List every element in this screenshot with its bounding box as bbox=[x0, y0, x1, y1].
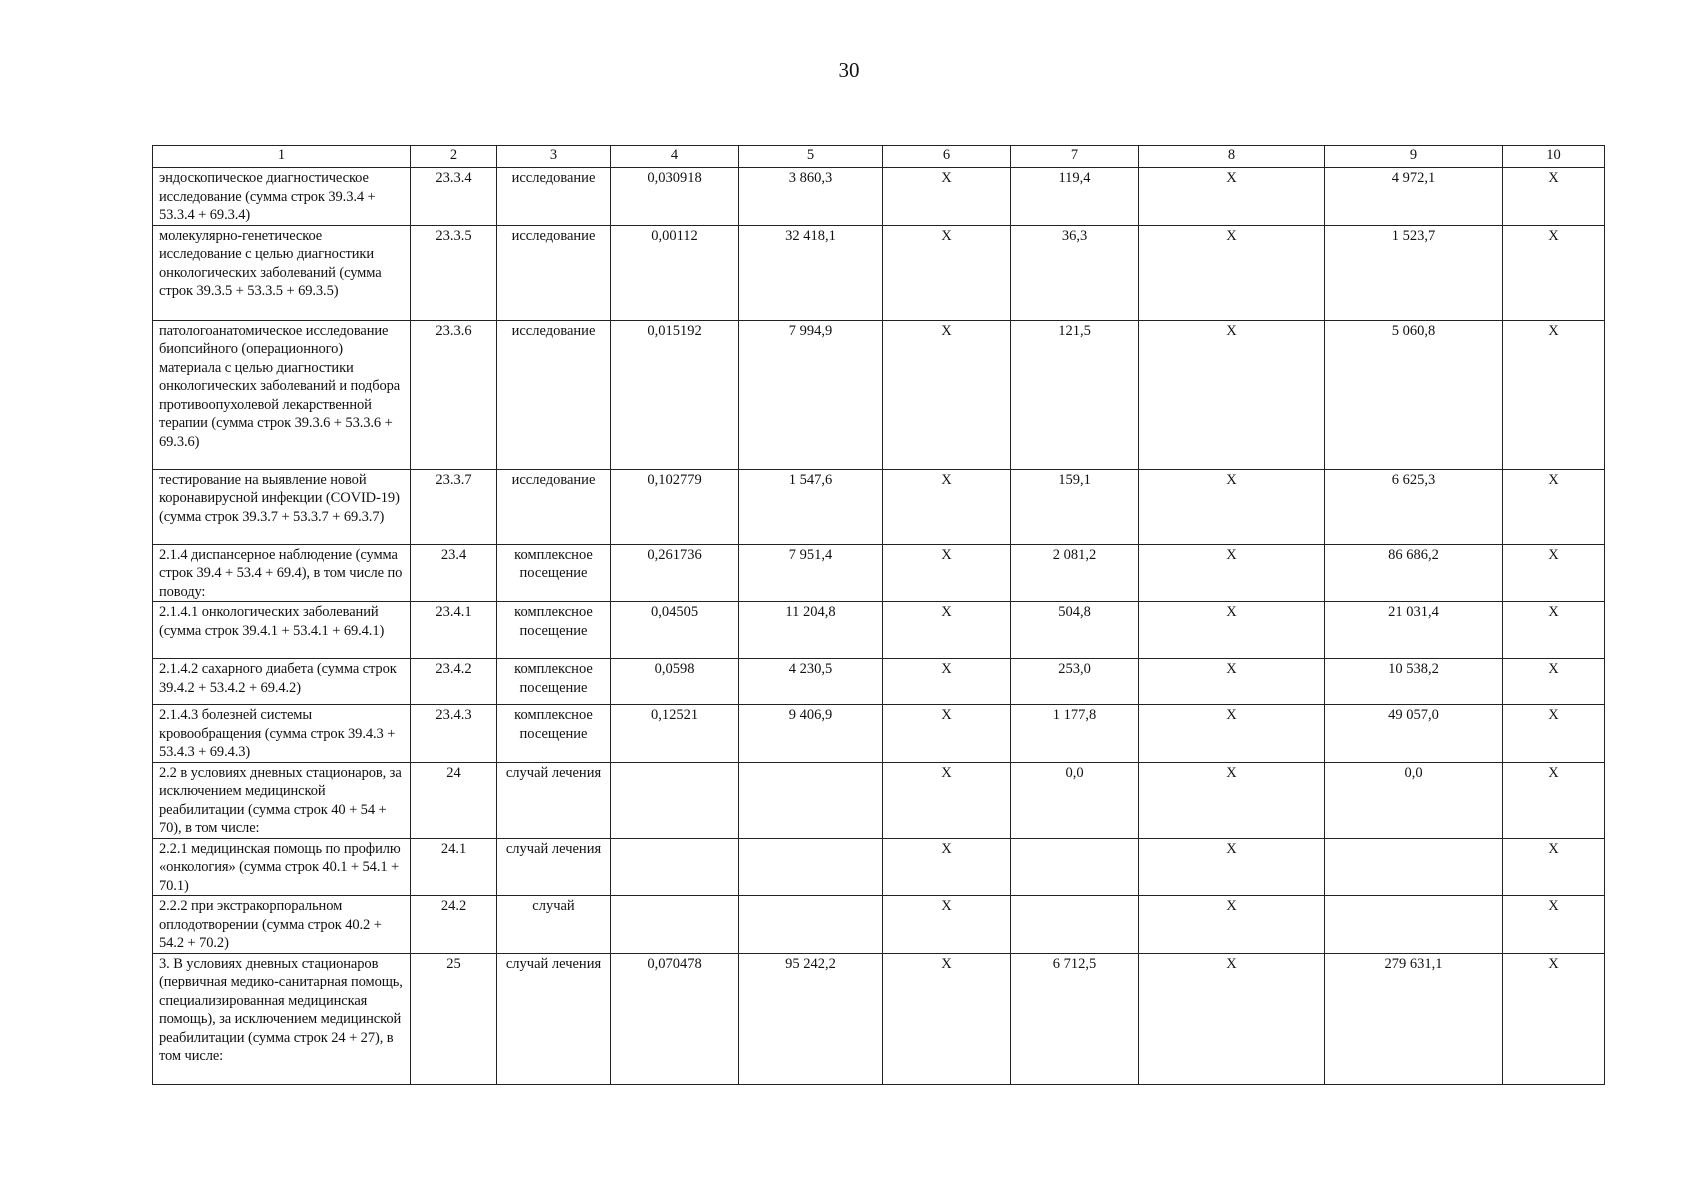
column-header: 6 bbox=[883, 146, 1011, 168]
table-row bbox=[153, 838, 1605, 896]
cell-col8: X bbox=[1139, 544, 1325, 602]
cell-col5: 9 406,9 bbox=[739, 705, 883, 763]
row-name: тестирование на выявление новой коронавирусной инфекции (COVID-19) (сумма строк 39.3.7 + 53.3.7 + 69.3.7) bbox=[153, 469, 411, 544]
cell-col9: 1 523,7 bbox=[1325, 225, 1503, 320]
cell-col8: X bbox=[1139, 838, 1325, 896]
column-header: 3 bbox=[497, 146, 611, 168]
cell-col10: X bbox=[1503, 168, 1605, 226]
table-row bbox=[153, 602, 1605, 659]
cell-col8: X bbox=[1139, 225, 1325, 320]
cell-col6: X bbox=[883, 762, 1011, 838]
row-line-number: 24 bbox=[411, 762, 497, 838]
row-unit: случай лечения bbox=[497, 838, 611, 896]
row-name: 2.1.4.2 сахарного диабета (сумма строк 39.4.2 + 53.4.2 + 69.4.2) bbox=[153, 659, 411, 705]
cell-col4: 0,261736 bbox=[611, 544, 739, 602]
row-unit: комплексное посещение bbox=[497, 602, 611, 659]
cell-col10: X bbox=[1503, 320, 1605, 469]
row-name: 2.2.2 при экстракорпоральном оплодотворении (сумма строк 40.2 + 54.2 + 70.2) bbox=[153, 896, 411, 954]
data-table bbox=[152, 145, 1605, 1085]
cell-col8: X bbox=[1139, 602, 1325, 659]
cell-col5: 32 418,1 bbox=[739, 225, 883, 320]
cell-col9: 21 031,4 bbox=[1325, 602, 1503, 659]
cell-col4: 0,070478 bbox=[611, 953, 739, 1084]
cell-col10: X bbox=[1503, 838, 1605, 896]
cell-col9 bbox=[1325, 838, 1503, 896]
cell-col9 bbox=[1325, 896, 1503, 954]
cell-col4: 0,030918 bbox=[611, 168, 739, 226]
row-unit: комплексное посещение bbox=[497, 705, 611, 763]
column-header: 10 bbox=[1503, 146, 1605, 168]
cell-col6: X bbox=[883, 469, 1011, 544]
cell-col9: 49 057,0 bbox=[1325, 705, 1503, 763]
cell-col5: 7 951,4 bbox=[739, 544, 883, 602]
cell-col5: 95 242,2 bbox=[739, 953, 883, 1084]
cell-col7: 119,4 bbox=[1011, 168, 1139, 226]
cell-col8: X bbox=[1139, 953, 1325, 1084]
row-name: 2.1.4.3 болезней системы кровообращения (сумма строк 39.4.3 + 53.4.3 + 69.4.3) bbox=[153, 705, 411, 763]
row-unit: исследование bbox=[497, 168, 611, 226]
column-header: 1 bbox=[153, 146, 411, 168]
cell-col7 bbox=[1011, 838, 1139, 896]
row-unit: случай bbox=[497, 896, 611, 954]
column-header: 5 bbox=[739, 146, 883, 168]
cell-col8: X bbox=[1139, 659, 1325, 705]
row-line-number: 24.2 bbox=[411, 896, 497, 954]
column-header: 2 bbox=[411, 146, 497, 168]
table-header-row bbox=[153, 146, 1605, 168]
cell-col5 bbox=[739, 838, 883, 896]
row-name: молекулярно-генетическое исследование с целью диагностики онкологических заболеваний (сумма строк 39.3.5 + 53.3.5 + 69.3.5) bbox=[153, 225, 411, 320]
cell-col8: X bbox=[1139, 320, 1325, 469]
row-line-number: 23.3.7 bbox=[411, 469, 497, 544]
cell-col7: 0,0 bbox=[1011, 762, 1139, 838]
cell-col5: 7 994,9 bbox=[739, 320, 883, 469]
column-header: 8 bbox=[1139, 146, 1325, 168]
row-line-number: 23.4.3 bbox=[411, 705, 497, 763]
cell-col4: 0,102779 bbox=[611, 469, 739, 544]
table-row bbox=[153, 896, 1605, 954]
cell-col6: X bbox=[883, 168, 1011, 226]
table-row bbox=[153, 659, 1605, 705]
table-row bbox=[153, 705, 1605, 763]
row-unit: комплексное посещение bbox=[497, 659, 611, 705]
cell-col8: X bbox=[1139, 762, 1325, 838]
row-unit: исследование bbox=[497, 469, 611, 544]
cell-col10: X bbox=[1503, 705, 1605, 763]
cell-col6: X bbox=[883, 225, 1011, 320]
cell-col10: X bbox=[1503, 953, 1605, 1084]
row-name: патологоанатомическое исследование биопсийного (операционного) материала с целью диагностики онкологических заболеваний и подбора противоопухолевой лекарственной терапии (сумма строк 39.3.6 + 53.3.6 + 69.3.6) bbox=[153, 320, 411, 469]
row-line-number: 23.4.2 bbox=[411, 659, 497, 705]
row-line-number: 23.3.4 bbox=[411, 168, 497, 226]
cell-col6: X bbox=[883, 838, 1011, 896]
cell-col6: X bbox=[883, 705, 1011, 763]
row-line-number: 24.1 bbox=[411, 838, 497, 896]
cell-col6: X bbox=[883, 896, 1011, 954]
cell-col9: 0,0 bbox=[1325, 762, 1503, 838]
column-header: 4 bbox=[611, 146, 739, 168]
row-unit: исследование bbox=[497, 225, 611, 320]
cell-col10: X bbox=[1503, 762, 1605, 838]
table-row bbox=[153, 168, 1605, 226]
column-header: 7 bbox=[1011, 146, 1139, 168]
cell-col9: 10 538,2 bbox=[1325, 659, 1503, 705]
cell-col5 bbox=[739, 762, 883, 838]
cell-col7: 1 177,8 bbox=[1011, 705, 1139, 763]
cell-col4 bbox=[611, 838, 739, 896]
row-unit: исследование bbox=[497, 320, 611, 469]
cell-col7: 253,0 bbox=[1011, 659, 1139, 705]
cell-col10: X bbox=[1503, 225, 1605, 320]
cell-col4 bbox=[611, 762, 739, 838]
cell-col8: X bbox=[1139, 705, 1325, 763]
cell-col9: 6 625,3 bbox=[1325, 469, 1503, 544]
cell-col9: 279 631,1 bbox=[1325, 953, 1503, 1084]
cell-col4: 0,015192 bbox=[611, 320, 739, 469]
cell-col5 bbox=[739, 896, 883, 954]
cell-col5: 3 860,3 bbox=[739, 168, 883, 226]
page-number: 30 bbox=[838, 58, 860, 82]
cell-col7: 121,5 bbox=[1011, 320, 1139, 469]
table-row bbox=[153, 544, 1605, 602]
cell-col7: 159,1 bbox=[1011, 469, 1139, 544]
cell-col8: X bbox=[1139, 168, 1325, 226]
row-line-number: 23.3.5 bbox=[411, 225, 497, 320]
cell-col5: 4 230,5 bbox=[739, 659, 883, 705]
cell-col6: X bbox=[883, 659, 1011, 705]
column-header: 9 bbox=[1325, 146, 1503, 168]
row-name: 2.2.1 медицинская помощь по профилю «онкология» (сумма строк 40.1 + 54.1 + 70.1) bbox=[153, 838, 411, 896]
cell-col8: X bbox=[1139, 896, 1325, 954]
cell-col6: X bbox=[883, 544, 1011, 602]
table-row bbox=[153, 320, 1605, 469]
row-unit: комплексное посещение bbox=[497, 544, 611, 602]
row-line-number: 23.4 bbox=[411, 544, 497, 602]
row-name: 2.1.4.1 онкологических заболеваний (сумма строк 39.4.1 + 53.4.1 + 69.4.1) bbox=[153, 602, 411, 659]
cell-col6: X bbox=[883, 602, 1011, 659]
table-row bbox=[153, 469, 1605, 544]
cell-col5: 1 547,6 bbox=[739, 469, 883, 544]
cell-col7: 36,3 bbox=[1011, 225, 1139, 320]
cell-col9: 86 686,2 bbox=[1325, 544, 1503, 602]
cell-col7: 2 081,2 bbox=[1011, 544, 1139, 602]
table-row bbox=[153, 953, 1605, 1084]
row-line-number: 23.4.1 bbox=[411, 602, 497, 659]
row-name: 3. В условиях дневных стационаров (первичная медико-санитарная помощь, специализированная медицинская помощь), за исключением медицинской реабилитации (сумма строк 24 + 27), в том числе: bbox=[153, 953, 411, 1084]
cell-col10: X bbox=[1503, 544, 1605, 602]
cell-col6: X bbox=[883, 953, 1011, 1084]
cell-col10: X bbox=[1503, 896, 1605, 954]
cell-col4: 0,0598 bbox=[611, 659, 739, 705]
row-name: 2.2 в условиях дневных стационаров, за исключением медицинской реабилитации (сумма строк 40 + 54 + 70), в том числе: bbox=[153, 762, 411, 838]
row-line-number: 23.3.6 bbox=[411, 320, 497, 469]
cell-col5: 11 204,8 bbox=[739, 602, 883, 659]
cell-col6: X bbox=[883, 320, 1011, 469]
cell-col10: X bbox=[1503, 659, 1605, 705]
cell-col7: 6 712,5 bbox=[1011, 953, 1139, 1084]
cell-col4: 0,04505 bbox=[611, 602, 739, 659]
cell-col10: X bbox=[1503, 469, 1605, 544]
row-name: эндоскопическое диагностическое исследование (сумма строк 39.3.4 + 53.3.4 + 69.3.4) bbox=[153, 168, 411, 226]
cell-col7: 504,8 bbox=[1011, 602, 1139, 659]
row-name: 2.1.4 диспансерное наблюдение (сумма строк 39.4 + 53.4 + 69.4), в том числе по поводу: bbox=[153, 544, 411, 602]
cell-col10: X bbox=[1503, 602, 1605, 659]
cell-col8: X bbox=[1139, 469, 1325, 544]
cell-col9: 5 060,8 bbox=[1325, 320, 1503, 469]
row-unit: случай лечения bbox=[497, 762, 611, 838]
cell-col4 bbox=[611, 896, 739, 954]
row-unit: случай лечения bbox=[497, 953, 611, 1084]
row-line-number: 25 bbox=[411, 953, 497, 1084]
cell-col9: 4 972,1 bbox=[1325, 168, 1503, 226]
cell-col4: 0,00112 bbox=[611, 225, 739, 320]
table-row bbox=[153, 762, 1605, 838]
cell-col4: 0,12521 bbox=[611, 705, 739, 763]
table-row bbox=[153, 225, 1605, 320]
cell-col7 bbox=[1011, 896, 1139, 954]
